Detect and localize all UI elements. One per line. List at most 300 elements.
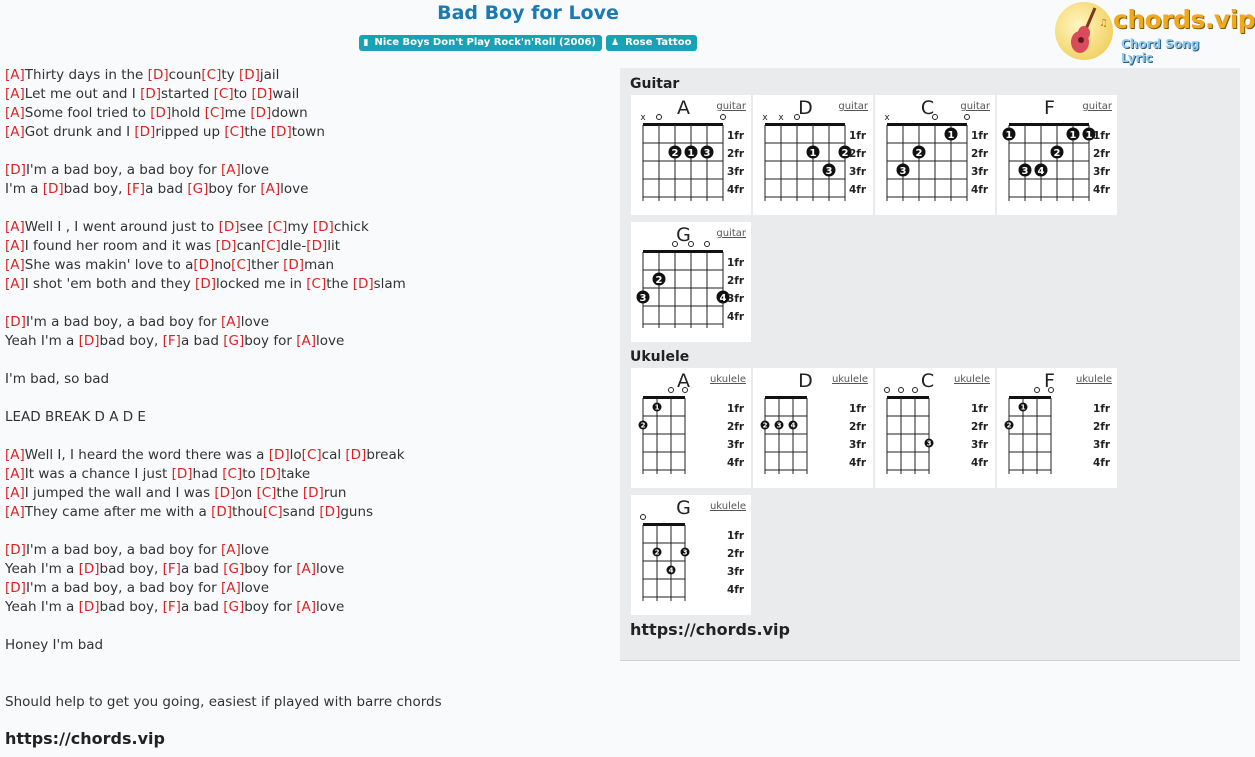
guitar-chord-card-G[interactable] — [631, 222, 751, 342]
lyric-text: coun — [168, 67, 202, 83]
svg-text:♫: ♫ — [1099, 18, 1108, 29]
lyric-line — [5, 560, 605, 579]
chord-A[interactable]: [A] — [5, 67, 25, 83]
chord-D[interactable]: [D] — [195, 276, 216, 292]
fret-label: 1fr — [727, 130, 745, 142]
chord-C[interactable]: [C] — [231, 257, 252, 273]
svg-text:1: 1 — [809, 148, 817, 159]
finger-dot — [685, 146, 698, 160]
nut — [1009, 396, 1051, 399]
chord-C[interactable]: [C] — [204, 105, 225, 121]
muted-string-marker: x — [884, 113, 890, 123]
fret-label: 3fr — [971, 439, 989, 451]
chord-A[interactable]: [A] — [5, 219, 25, 235]
chord-D[interactable]: [D] — [251, 86, 273, 102]
guitar-link[interactable]: guitar — [716, 101, 746, 112]
ukulele-link[interactable]: ukulele — [831, 374, 868, 385]
lyric-text: love — [240, 314, 270, 330]
svg-text:2: 2 — [655, 275, 663, 286]
finger-dot — [681, 548, 690, 557]
chord-C[interactable]: [C] — [262, 504, 283, 520]
finger-dot — [823, 164, 836, 178]
lyric-line — [5, 66, 605, 85]
fret-labels — [727, 400, 744, 472]
lyric-text: boy for — [244, 599, 297, 615]
ukulele-link[interactable]: ukulele — [953, 374, 990, 385]
chord-name: D — [798, 97, 813, 119]
svg-text:4: 4 — [790, 421, 796, 430]
lyric-text: It was a chance I just — [24, 466, 172, 482]
finger-dot — [637, 291, 650, 305]
chord-D[interactable]: [D] — [42, 181, 64, 197]
finger-dot — [1019, 164, 1032, 178]
lyric-line — [5, 313, 605, 332]
lyric-text: a bad — [180, 599, 224, 615]
chord-name: F — [1044, 97, 1055, 119]
chord-D[interactable]: [D] — [150, 105, 172, 121]
lyric-blank-line — [5, 142, 605, 161]
ukulele-chord-card-F[interactable] — [997, 368, 1117, 488]
chord-D[interactable]: [D] — [250, 105, 272, 121]
chord-D[interactable]: [D] — [5, 314, 26, 330]
finger-dot — [669, 146, 682, 160]
svg-text:3: 3 — [639, 293, 647, 304]
lyric-line — [5, 123, 605, 142]
lyric-text: ty — [221, 67, 239, 83]
chord-G[interactable]: [G] — [223, 333, 245, 349]
lyric-line — [5, 161, 605, 180]
lyric-text: She was makin' love to a — [24, 257, 194, 273]
finger-dot — [775, 421, 784, 430]
lyric-text: bad boy, — [99, 333, 163, 349]
guitar-link[interactable]: guitar — [838, 101, 868, 112]
panel-url[interactable]: https://chords.vip — [630, 620, 790, 639]
chord-A[interactable]: [A] — [5, 105, 25, 121]
lyric-text: I'm a bad boy, a bad boy for — [25, 580, 221, 596]
lyric-text: Some fool tried to — [24, 105, 151, 121]
chord-A[interactable]: [A] — [5, 86, 25, 102]
finger-dot — [945, 128, 958, 142]
fret-label: 1fr — [727, 530, 745, 542]
lyric-text: the — [244, 124, 271, 140]
lyric-text: a bad — [145, 181, 188, 197]
chord-G[interactable]: [G] — [187, 181, 209, 197]
album-tag-label: Nice Boys Don't Play Rock'n'Roll (2006) — [374, 37, 596, 48]
svg-text:4: 4 — [668, 566, 674, 575]
chord-A[interactable]: [A] — [220, 580, 241, 596]
lyric-text: I'm a — [5, 181, 43, 197]
lyric-text: slam — [373, 276, 406, 292]
nut — [887, 123, 967, 126]
chord-C[interactable]: [C] — [256, 485, 277, 501]
guitar-chord-card-D[interactable] — [753, 95, 873, 215]
chord-F[interactable]: [F] — [126, 181, 146, 197]
muted-string-marker: x — [640, 113, 646, 123]
finger-dot — [1051, 146, 1064, 160]
lyric-text: my — [287, 219, 313, 235]
chord-F[interactable]: [F] — [162, 333, 181, 349]
chord-D[interactable]: [D] — [352, 276, 374, 292]
nut — [643, 396, 685, 399]
chord-F[interactable]: [F] — [162, 561, 181, 577]
lyric-text: the — [276, 485, 303, 501]
finger-dot — [1003, 128, 1016, 142]
fret-label: 1fr — [727, 403, 745, 415]
chord-D[interactable]: [D] — [218, 219, 240, 235]
chord-diagrams-panel — [620, 68, 1240, 661]
fret-label: 3fr — [1093, 439, 1111, 451]
fret-label: 1fr — [727, 257, 745, 269]
chord-A[interactable]: [A] — [5, 447, 25, 463]
ukulele-chord-card-C[interactable] — [875, 368, 995, 488]
lyric-text: LEAD BREAK D A D E — [5, 409, 146, 425]
lyric-text: bad boy, — [63, 181, 127, 197]
svg-text:4: 4 — [719, 293, 727, 304]
svg-text:3: 3 — [682, 548, 688, 557]
logo-wordmark: chords.vip — [1113, 5, 1255, 34]
lyric-text: to — [242, 466, 261, 482]
svg-text:1: 1 — [1085, 130, 1093, 141]
lyric-text: the — [326, 276, 353, 292]
lyric-text: wail — [272, 86, 300, 102]
muted-string-marker: x — [762, 113, 768, 123]
fret-label: 4fr — [1093, 457, 1111, 469]
fret-label: 2fr — [849, 148, 867, 160]
artist-tag[interactable] — [606, 35, 697, 51]
chord-A[interactable]: [A] — [296, 599, 316, 615]
chord-C[interactable]: [C] — [301, 447, 322, 463]
artist-tag-label: Rose Tattoo — [625, 37, 692, 48]
chord-D[interactable]: [D] — [78, 561, 100, 577]
svg-text:2: 2 — [915, 148, 923, 159]
lyric-text: no — [214, 257, 232, 273]
lyrics-block — [5, 66, 605, 712]
fret-label: 4fr — [971, 184, 989, 196]
lyric-blank-line — [5, 617, 605, 636]
chord-D[interactable]: [D] — [214, 485, 236, 501]
guitar-link[interactable]: guitar — [960, 101, 990, 112]
chord-D[interactable]: [D] — [268, 447, 290, 463]
finger-dot — [789, 421, 798, 430]
lyric-text: ther — [251, 257, 284, 273]
lyric-line — [5, 180, 605, 199]
fret-label: 3fr — [1093, 166, 1111, 178]
chord-A[interactable]: [A] — [296, 333, 316, 349]
fret-label: 4fr — [727, 584, 745, 596]
chord-A[interactable]: [A] — [296, 561, 316, 577]
lyric-text: to — [233, 86, 252, 102]
finger-dot — [653, 548, 662, 557]
svg-text:1: 1 — [947, 130, 955, 141]
chord-D[interactable]: [D] — [345, 447, 367, 463]
finger-dot — [761, 421, 770, 430]
chord-C[interactable]: [C] — [267, 219, 288, 235]
chord-name: D — [798, 370, 813, 392]
chord-C[interactable]: [C] — [306, 276, 327, 292]
nut — [765, 396, 807, 399]
lyric-line — [5, 465, 605, 484]
chord-D[interactable]: [D] — [312, 219, 334, 235]
chord-D[interactable]: [D] — [134, 124, 156, 140]
lyric-line — [5, 275, 605, 294]
svg-text:2: 2 — [1006, 421, 1012, 430]
svg-text:3: 3 — [703, 148, 711, 159]
nut — [643, 123, 723, 126]
chord-A[interactable]: [A] — [5, 124, 25, 140]
finger-dot — [913, 146, 926, 160]
nut — [887, 396, 929, 399]
fret-label: 4fr — [727, 184, 745, 196]
guitar-chord-card-F[interactable] — [997, 95, 1117, 215]
ukulele-link[interactable]: ukulele — [709, 501, 746, 512]
tag-row — [0, 35, 1056, 51]
lyric-line — [5, 218, 605, 237]
lyric-text: bad boy, — [99, 561, 163, 577]
lyric-text: lo — [289, 447, 302, 463]
nut — [1009, 123, 1089, 126]
fret-label: 2fr — [727, 148, 745, 160]
lyric-blank-line — [5, 351, 605, 370]
chord-name: C — [920, 370, 935, 392]
lyric-text: Yeah I'm a — [5, 561, 79, 577]
svg-text:1: 1 — [1020, 403, 1026, 412]
fret-label: 3fr — [971, 166, 989, 178]
lyric-line — [5, 237, 605, 256]
svg-text:3: 3 — [1021, 166, 1029, 177]
fret-label: 1fr — [849, 403, 867, 415]
chord-C[interactable]: [C] — [224, 124, 245, 140]
lyric-text: bad boy, — [99, 599, 163, 615]
lyric-text: down — [271, 105, 308, 121]
lyric-text: boy for — [244, 333, 297, 349]
svg-text:2: 2 — [841, 148, 849, 159]
lyric-blank-line — [5, 389, 605, 408]
lyric-blank-line — [5, 294, 605, 313]
chord-A[interactable]: [A] — [5, 276, 25, 292]
ukulele-chord-card-D[interactable] — [753, 368, 873, 488]
chord-A[interactable]: [A] — [5, 238, 25, 254]
fret-label: 3fr — [727, 566, 745, 578]
lyric-text: boy for — [208, 181, 261, 197]
fret-label: 2fr — [1093, 421, 1111, 433]
fret-label: 3fr — [849, 166, 867, 178]
chord-A[interactable]: [A] — [220, 314, 241, 330]
fret-labels — [1093, 400, 1110, 472]
lyric-text: guns — [340, 504, 374, 520]
finger-dot — [639, 421, 648, 430]
fret-labels — [727, 527, 744, 599]
svg-text:4: 4 — [1037, 166, 1045, 177]
fret-label: 1fr — [1093, 130, 1111, 142]
lyric-text: I shot 'em both and they — [24, 276, 196, 292]
finger-dot — [1005, 421, 1014, 430]
lyric-text: locked me in — [215, 276, 307, 292]
lyric-line — [5, 636, 605, 655]
fret-label: 3fr — [727, 293, 745, 305]
chord-A[interactable]: [A] — [5, 504, 25, 520]
chord-D[interactable]: [D] — [193, 257, 215, 273]
fret-label: 2fr — [971, 148, 989, 160]
svg-text:3: 3 — [899, 166, 907, 177]
guitar-chord-card-A[interactable] — [631, 95, 751, 215]
lyric-text: had — [192, 466, 223, 482]
fret-labels — [849, 127, 866, 199]
ukulele-link[interactable]: ukulele — [1075, 374, 1112, 385]
lyric-text: love — [240, 162, 270, 178]
fret-label: 2fr — [971, 421, 989, 433]
svg-text:3: 3 — [776, 421, 782, 430]
lyric-line — [5, 370, 605, 389]
chord-name: C — [920, 97, 935, 119]
finger-dot — [897, 164, 910, 178]
chord-F[interactable]: [F] — [162, 599, 181, 615]
svg-text:1: 1 — [1005, 130, 1013, 141]
lyric-text: I'm a bad boy, a bad boy for — [25, 162, 221, 178]
chord-name: G — [676, 497, 691, 519]
lyric-text: love — [240, 580, 270, 596]
chord-G[interactable]: [G] — [223, 561, 245, 577]
svg-text:2: 2 — [1053, 148, 1061, 159]
lyric-text: I found her room and it was — [24, 238, 216, 254]
chord-A[interactable]: [A] — [220, 162, 241, 178]
chord-C[interactable]: [C] — [260, 238, 281, 254]
svg-text:2: 2 — [671, 148, 679, 159]
lyric-text: can — [236, 238, 261, 254]
lyric-text: chick — [333, 219, 369, 235]
svg-text:2: 2 — [640, 421, 646, 430]
svg-text:2: 2 — [654, 548, 660, 557]
chord-A[interactable]: [A] — [5, 466, 25, 482]
ukulele-chord-card-G[interactable] — [631, 495, 751, 615]
chord-D[interactable]: [D] — [270, 124, 292, 140]
lyric-blank-line — [5, 522, 605, 541]
chord-D[interactable]: [D] — [5, 580, 26, 596]
chord-D[interactable]: [D] — [306, 238, 328, 254]
chord-D[interactable]: [D] — [215, 238, 237, 254]
lyric-text: boy for — [244, 561, 297, 577]
fret-labels — [971, 400, 988, 472]
book-icon: ▮ — [363, 38, 369, 48]
lyric-text: Let me out and I — [24, 86, 141, 102]
chord-A[interactable]: [A] — [260, 181, 281, 197]
lyric-text: lit — [327, 238, 341, 254]
site-logo[interactable] — [1055, 2, 1255, 65]
fret-labels — [849, 400, 866, 472]
chord-A[interactable]: [A] — [5, 257, 25, 273]
lyric-text: sand — [282, 504, 320, 520]
guitar-chord-card-C[interactable] — [875, 95, 995, 215]
fret-label: 4fr — [727, 311, 745, 323]
lyric-line — [5, 598, 605, 617]
lyric-text: Should help to get you going, easiest if played with barre chords — [5, 694, 442, 710]
chord-A[interactable]: [A] — [220, 542, 241, 558]
logo-tagline: Chord Song Lyric — [1121, 37, 1200, 65]
chord-name: F — [1044, 370, 1055, 392]
chord-D[interactable]: [D] — [171, 466, 193, 482]
lyric-text: love — [315, 599, 345, 615]
fret-label: 4fr — [1093, 184, 1111, 196]
ukulele-heading: Ukulele — [630, 349, 690, 365]
lyric-text: town — [291, 124, 325, 140]
lyric-text: I'm a bad boy, a bad boy for — [25, 314, 221, 330]
lyric-text: love — [280, 181, 309, 197]
guitar-link[interactable]: guitar — [1082, 101, 1112, 112]
chord-C[interactable]: [C] — [222, 466, 243, 482]
fret-label: 2fr — [1093, 148, 1111, 160]
fret-label: 4fr — [971, 457, 989, 469]
chord-D[interactable]: [D] — [238, 67, 260, 83]
nut — [643, 523, 685, 526]
chord-D[interactable]: [D] — [78, 599, 100, 615]
lyric-line — [5, 256, 605, 275]
finger-dot — [653, 403, 662, 412]
chord-D[interactable]: [D] — [140, 86, 162, 102]
lyric-text: cal — [321, 447, 346, 463]
chord-D[interactable]: [D] — [283, 257, 305, 273]
album-tag[interactable] — [359, 35, 602, 51]
lyric-blank-line — [5, 199, 605, 218]
lyric-line — [5, 541, 605, 560]
lyric-text: Well I, I heard the word there was a — [24, 447, 269, 463]
chord-D[interactable]: [D] — [211, 504, 233, 520]
lyric-text: I jumped the wall and I was — [24, 485, 215, 501]
lyric-text: a bad — [180, 333, 224, 349]
ukulele-chord-card-A[interactable] — [631, 368, 751, 488]
finger-dot — [1035, 164, 1048, 178]
finger-dot — [925, 439, 934, 448]
svg-text:3: 3 — [825, 166, 833, 177]
chord-C[interactable]: [C] — [213, 86, 234, 102]
lyric-line — [5, 85, 605, 104]
chord-D[interactable]: [D] — [78, 333, 100, 349]
chord-G[interactable]: [G] — [223, 599, 245, 615]
chord-D[interactable]: [D] — [260, 466, 281, 482]
guitar-icon — [1055, 2, 1113, 60]
lyric-text: a bad — [180, 561, 224, 577]
fret-label: 3fr — [727, 166, 745, 178]
chord-D[interactable]: [D] — [147, 67, 169, 83]
lyric-line — [5, 332, 605, 351]
ukulele-link[interactable]: ukulele — [709, 374, 746, 385]
footer-url[interactable]: https://chords.vip — [5, 729, 165, 748]
person-icon: ♟ — [611, 38, 620, 48]
lyric-text: jail — [259, 67, 280, 83]
lyric-line — [5, 408, 605, 427]
chord-D[interactable]: [D] — [319, 504, 341, 520]
lyric-text: I'm bad, so bad — [5, 371, 110, 387]
chord-D[interactable]: [D] — [5, 162, 26, 178]
chord-D[interactable]: [D] — [5, 542, 26, 558]
fret-label: 2fr — [727, 421, 745, 433]
lyric-line — [5, 503, 605, 522]
lyric-text: love — [240, 542, 270, 558]
fret-label: 3fr — [849, 439, 867, 451]
lyric-text: love — [315, 561, 345, 577]
fret-labels — [727, 127, 744, 199]
lyric-text: break — [366, 447, 405, 463]
lyric-line — [5, 446, 605, 465]
lyric-text: run — [323, 485, 347, 501]
chord-A[interactable]: [A] — [5, 485, 25, 501]
lyric-text: Yeah I'm a — [5, 333, 79, 349]
finger-dot — [807, 146, 820, 160]
guitar-link[interactable]: guitar — [716, 228, 746, 239]
chord-name: G — [676, 224, 691, 246]
chord-C[interactable]: [C] — [201, 67, 222, 83]
chord-name: A — [677, 97, 690, 119]
fret-label: 4fr — [849, 457, 867, 469]
chord-D[interactable]: [D] — [302, 485, 324, 501]
